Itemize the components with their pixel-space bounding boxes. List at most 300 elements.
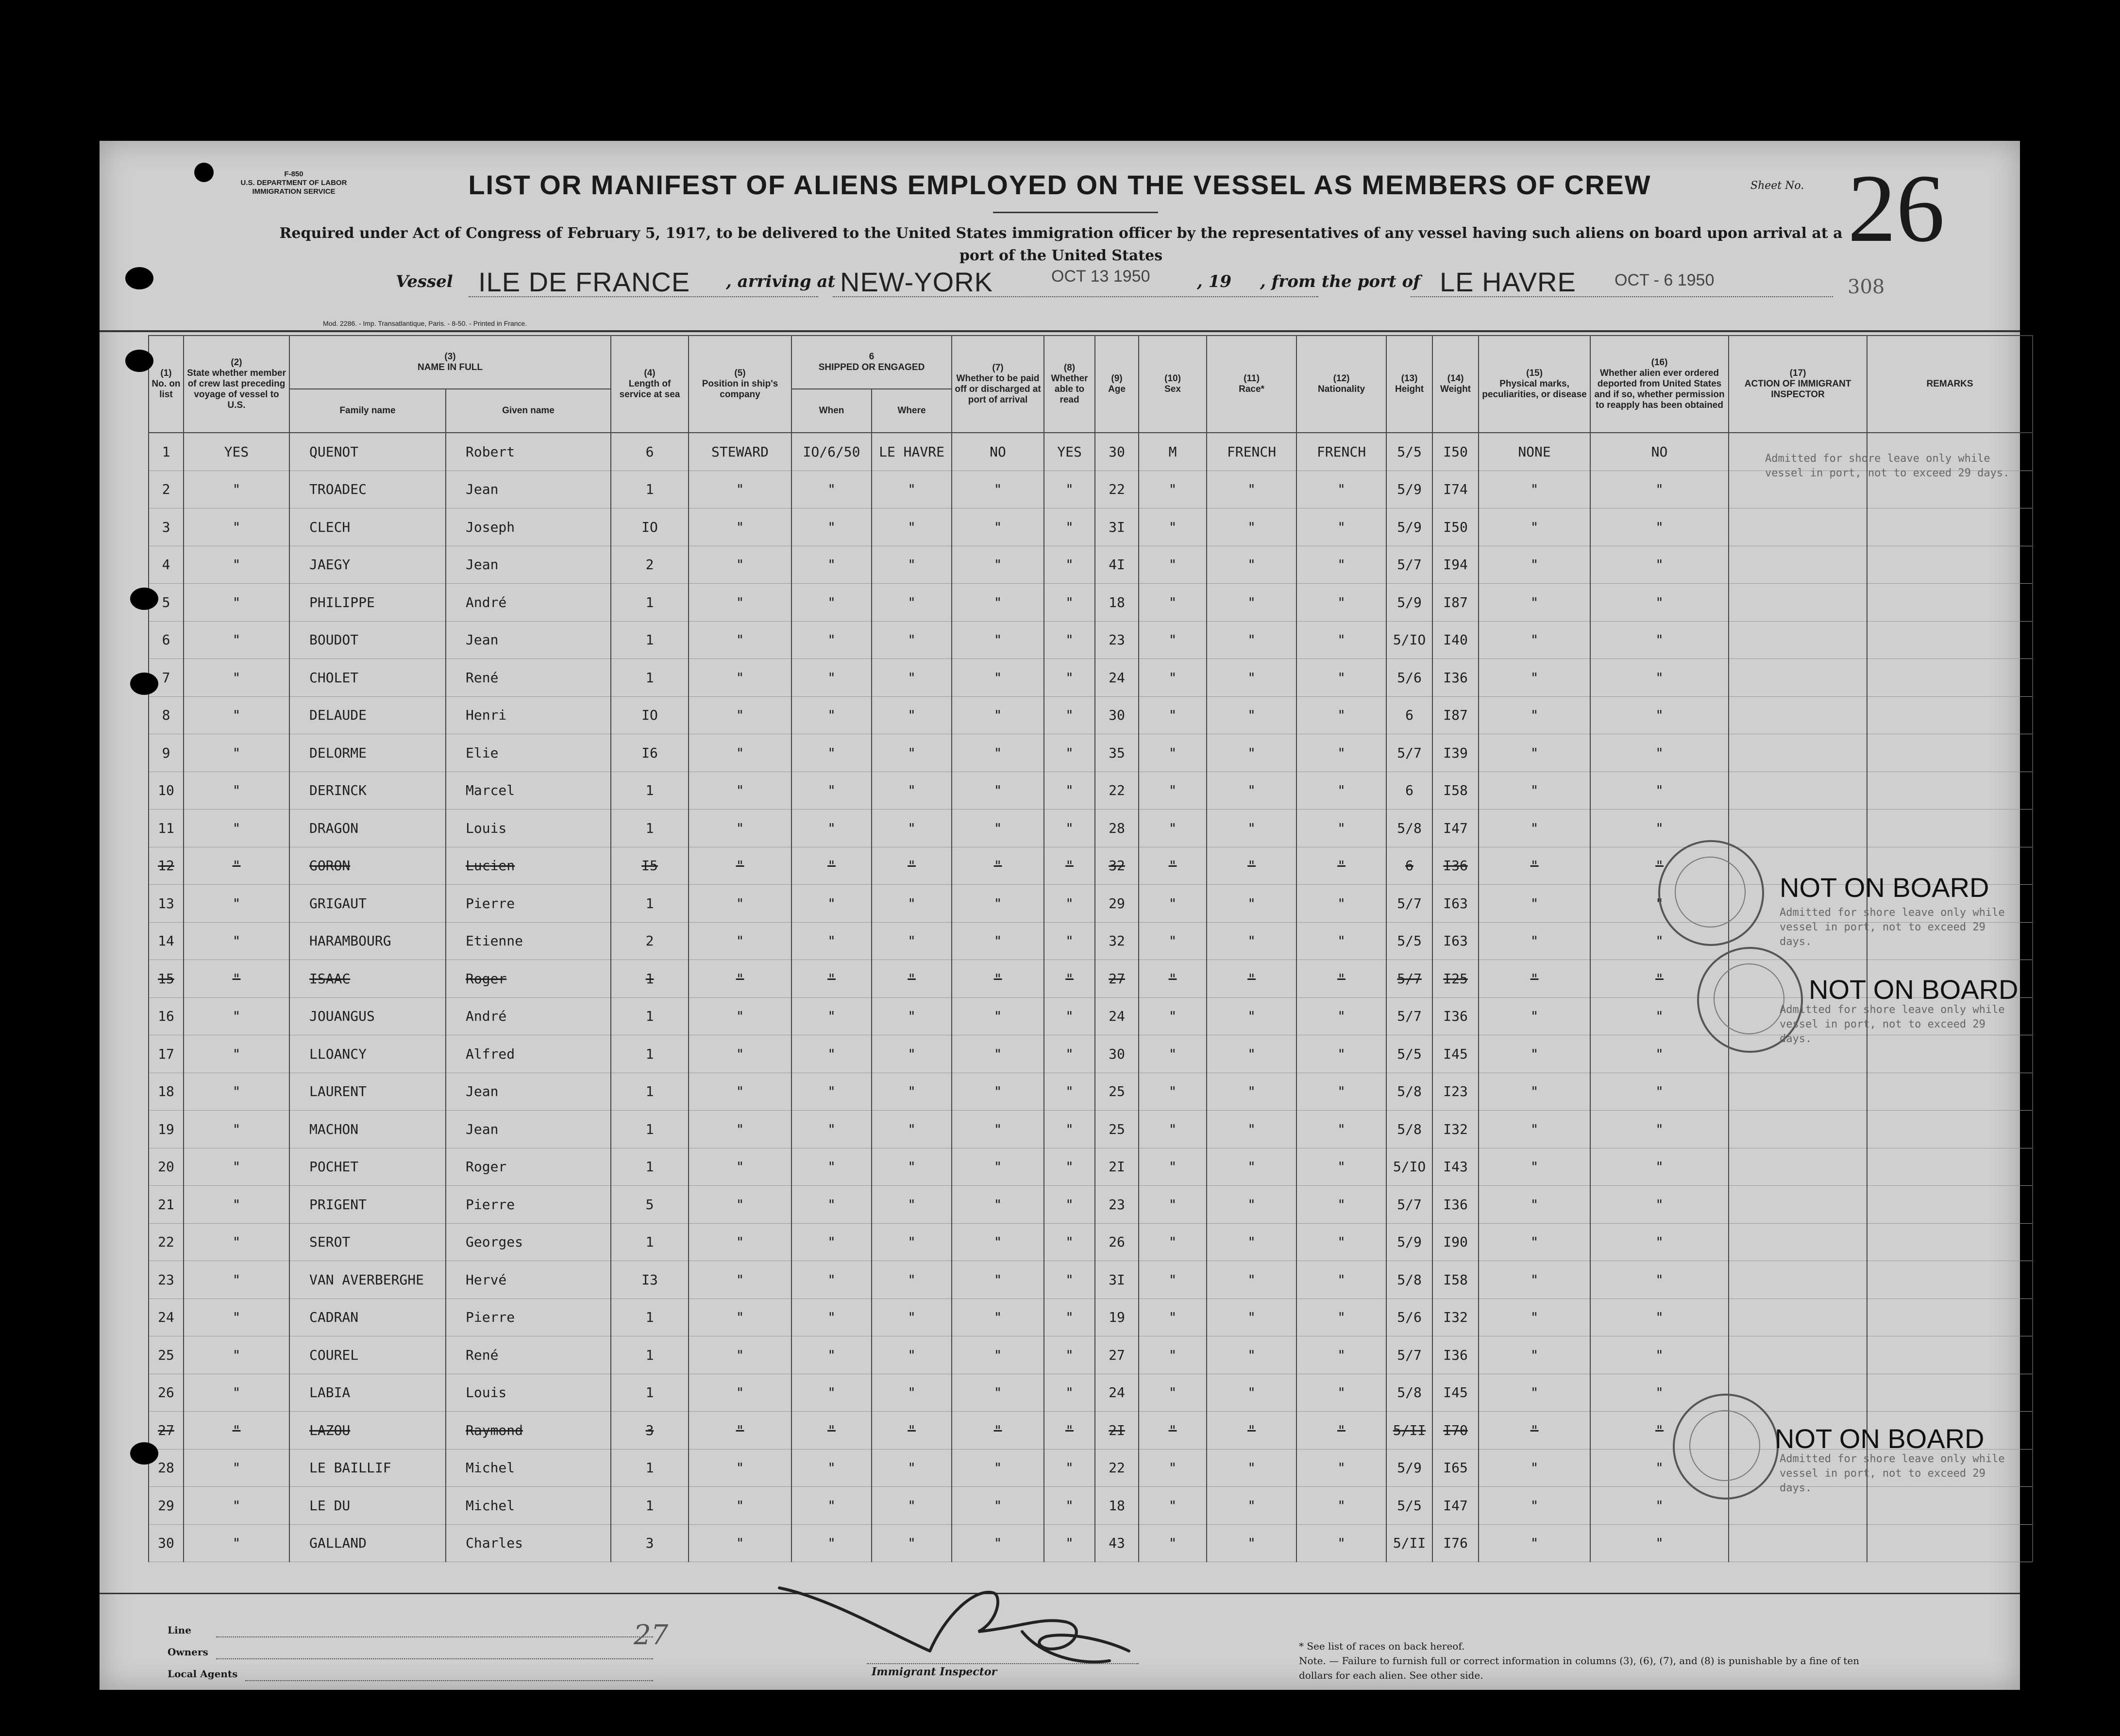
cell-given: Jean — [446, 621, 611, 659]
cell-age: 29 — [1095, 885, 1139, 923]
cell-paid: " — [952, 772, 1044, 809]
cell-sex: " — [1139, 659, 1207, 697]
cell-weight: I74 — [1432, 471, 1479, 508]
cell-deported: " — [1590, 1412, 1729, 1449]
cell-paid: " — [952, 997, 1044, 1035]
cell-sex: " — [1139, 546, 1207, 584]
cell-nationality: " — [1296, 696, 1386, 734]
year-label: , 19 — [1197, 272, 1231, 291]
cell-where: " — [872, 659, 952, 697]
cell-age: 27 — [1095, 960, 1139, 998]
cell-age: 23 — [1095, 621, 1139, 659]
cell-inspector-action — [1729, 1073, 1867, 1111]
cell-paid: " — [952, 960, 1044, 998]
cell-paid: " — [952, 1261, 1044, 1299]
cell-service: 1 — [611, 584, 689, 622]
cell-height: 5/7 — [1386, 1186, 1432, 1224]
cell-height: 5/5 — [1386, 433, 1432, 471]
col-where-header: Where — [872, 389, 952, 433]
cell-position: " — [689, 1374, 791, 1412]
cell-service: 1 — [611, 1148, 689, 1186]
departure-dotline — [1411, 296, 1833, 297]
cell-race: " — [1207, 1412, 1296, 1449]
from-port-label: , from the port of — [1260, 272, 1420, 291]
cell-nationality: " — [1296, 546, 1386, 584]
cell-marks: " — [1479, 1412, 1590, 1449]
cell-sex: " — [1139, 772, 1207, 809]
col-when-header: When — [791, 389, 872, 433]
cell-read: " — [1044, 508, 1095, 546]
cell-weight: I87 — [1432, 696, 1479, 734]
cell-sex: " — [1139, 508, 1207, 546]
fine-note — [1299, 1653, 1882, 1683]
cell-age: 30 — [1095, 1035, 1139, 1073]
cell-no: 10 — [149, 772, 184, 809]
consulate-seal — [1658, 840, 1764, 946]
cell-family: ISAAC — [289, 960, 446, 998]
cell-where: " — [872, 584, 952, 622]
cell-position: " — [689, 621, 791, 659]
cell-when: " — [791, 696, 872, 734]
cell-service: 1 — [611, 809, 689, 847]
cell-read: " — [1044, 1148, 1095, 1186]
cell-marks: " — [1479, 847, 1590, 885]
cell-no: 2 — [149, 471, 184, 508]
cell-deported: NO — [1590, 433, 1729, 471]
cell-when: " — [791, 772, 872, 809]
cell-where: " — [872, 772, 952, 809]
cell-given: Jean — [446, 471, 611, 508]
vessel-name: ILE DE FRANCE — [478, 267, 690, 297]
cell-family: POCHET — [289, 1148, 446, 1186]
cell-remarks — [1867, 1186, 2033, 1224]
col-age-header: (9) Age — [1095, 336, 1139, 433]
cell-paid: " — [952, 1336, 1044, 1374]
cell-age: 43 — [1095, 1524, 1139, 1562]
col-nationality-header: (12) Nationality — [1296, 336, 1386, 433]
cell-where: " — [872, 1073, 952, 1111]
cell-prev: " — [184, 772, 289, 809]
cell-service: 1 — [611, 659, 689, 697]
cell-prev: " — [184, 809, 289, 847]
cell-sex: " — [1139, 1111, 1207, 1148]
cell-weight: I40 — [1432, 621, 1479, 659]
cell-age: 4I — [1095, 546, 1139, 584]
cell-where: " — [872, 734, 952, 772]
cell-paid: " — [952, 1035, 1044, 1073]
cell-inspector-action — [1729, 584, 1867, 622]
cell-deported: " — [1590, 1298, 1729, 1336]
cell-given: Pierre — [446, 885, 611, 923]
cell-inspector-action — [1729, 809, 1867, 847]
cell-race: " — [1207, 1111, 1296, 1148]
cell-paid: " — [952, 1374, 1044, 1412]
cell-race: " — [1207, 659, 1296, 697]
agents-dotline — [245, 1680, 653, 1681]
cell-position: " — [689, 471, 791, 508]
cell-no: 19 — [149, 1111, 184, 1148]
cell-sex: " — [1139, 1374, 1207, 1412]
binder-hole — [130, 1442, 158, 1465]
cell-read: " — [1044, 1524, 1095, 1562]
cell-nationality: " — [1296, 960, 1386, 998]
cell-paid: " — [952, 1487, 1044, 1525]
cell-service: 1 — [611, 772, 689, 809]
shore-leave-stamp: Admitted for shore leave only while vessel in port, not to exceed 29 days. — [1780, 1453, 2005, 1494]
cell-position: STEWARD — [689, 433, 791, 471]
cell-sex: " — [1139, 1412, 1207, 1449]
cell-remarks — [1867, 734, 2033, 772]
cell-deported: " — [1590, 1111, 1729, 1148]
col-service-header: (4) Length of service at sea — [611, 336, 689, 433]
cell-where: " — [872, 960, 952, 998]
cell-service: 1 — [611, 1298, 689, 1336]
form-number: F-850 — [284, 170, 303, 178]
col-race-header: (11) Race* — [1207, 336, 1296, 433]
cell-position: " — [689, 809, 791, 847]
col-weight-header: (14) Weight — [1432, 336, 1479, 433]
cell-race: " — [1207, 885, 1296, 923]
cell-prev: " — [184, 885, 289, 923]
table-row — [149, 1336, 2033, 1374]
cell-family: CHOLET — [289, 659, 446, 697]
service-name: IMMIGRATION SERVICE — [252, 187, 336, 196]
cell-age: 23 — [1095, 1186, 1139, 1224]
not-on-board-stamp: NOT ON BOARD — [1809, 974, 2019, 1005]
cell-no: 17 — [149, 1035, 184, 1073]
cell-nationality: " — [1296, 1487, 1386, 1525]
cell-height: 5/7 — [1386, 546, 1432, 584]
cell-where: " — [872, 1336, 952, 1374]
cell-position: " — [689, 546, 791, 584]
cell-service: 1 — [611, 1111, 689, 1148]
cell-paid: " — [952, 471, 1044, 508]
cell-when: " — [791, 1111, 872, 1148]
cell-race: " — [1207, 734, 1296, 772]
cell-sex: " — [1139, 734, 1207, 772]
cell-age: 32 — [1095, 922, 1139, 960]
cell-marks: " — [1479, 734, 1590, 772]
consulate-seal — [1673, 1394, 1779, 1500]
cell-height: 5/8 — [1386, 1073, 1432, 1111]
col-deported-header: (16) Whether alien ever ordered deported from United States and if so, whether permission to reapply has been obtained — [1590, 336, 1729, 433]
cell-family: CADRAN — [289, 1298, 446, 1336]
cell-given: Etienne — [446, 922, 611, 960]
cell-nationality: " — [1296, 1374, 1386, 1412]
cell-weight: I25 — [1432, 960, 1479, 998]
cell-weight: I36 — [1432, 1186, 1479, 1224]
cell-position: " — [689, 1449, 791, 1487]
cell-sex: " — [1139, 1487, 1207, 1525]
cell-prev: " — [184, 1073, 289, 1111]
cell-prev: " — [184, 1148, 289, 1186]
cell-inspector-action — [1729, 508, 1867, 546]
cell-service: I6 — [611, 734, 689, 772]
cell-race: " — [1207, 1035, 1296, 1073]
departure-port: LE HAVRE — [1440, 267, 1576, 297]
cell-given: Jean — [446, 546, 611, 584]
cell-age: 22 — [1095, 772, 1139, 809]
cell-age: 18 — [1095, 584, 1139, 622]
cell-position: " — [689, 1035, 791, 1073]
cell-family: DRAGON — [289, 809, 446, 847]
cell-no: 9 — [149, 734, 184, 772]
vessel-dotline — [469, 296, 818, 297]
cell-service: 3 — [611, 1524, 689, 1562]
cell-when: " — [791, 1298, 872, 1336]
table-row — [149, 772, 2033, 809]
col-read-header: (8) Whether able to read — [1044, 336, 1095, 433]
cell-deported: " — [1590, 1487, 1729, 1525]
table-row — [149, 696, 2033, 734]
cell-paid: NO — [952, 433, 1044, 471]
cell-remarks — [1867, 1374, 2033, 1412]
cell-inspector-action — [1729, 546, 1867, 584]
cell-age: 2I — [1095, 1412, 1139, 1449]
cell-height: 5/6 — [1386, 659, 1432, 697]
cell-position: " — [689, 1298, 791, 1336]
cell-height: 5/7 — [1386, 960, 1432, 998]
cell-no: 23 — [149, 1261, 184, 1299]
cell-no: 11 — [149, 809, 184, 847]
cell-no: 28 — [149, 1449, 184, 1487]
cell-remarks — [1867, 1336, 2033, 1374]
col-remarks-header: REMARKS — [1867, 336, 2033, 433]
cell-paid: " — [952, 1412, 1044, 1449]
cell-remarks — [1867, 1524, 2033, 1562]
cell-deported: " — [1590, 1261, 1729, 1299]
table-row — [149, 1223, 2033, 1261]
cell-nationality: " — [1296, 772, 1386, 809]
cell-service: 1 — [611, 1449, 689, 1487]
cell-marks: " — [1479, 1449, 1590, 1487]
cell-marks: " — [1479, 1374, 1590, 1412]
cell-weight: I87 — [1432, 584, 1479, 622]
cell-height: 5/8 — [1386, 809, 1432, 847]
cell-given: René — [446, 659, 611, 697]
cell-sex: " — [1139, 471, 1207, 508]
departure-date: OCT - 6 1950 — [1615, 271, 1715, 289]
cell-deported: " — [1590, 1186, 1729, 1224]
cell-position: " — [689, 1487, 791, 1525]
binder-hole — [125, 350, 153, 372]
cell-no: 30 — [149, 1524, 184, 1562]
title-underline — [993, 212, 1158, 213]
cell-paid: " — [952, 1449, 1044, 1487]
cell-nationality: " — [1296, 508, 1386, 546]
cell-family: TROADEC — [289, 471, 446, 508]
cell-weight: I32 — [1432, 1298, 1479, 1336]
cell-paid: " — [952, 1524, 1044, 1562]
sheet-sub-number: 308 — [1848, 276, 1885, 298]
cell-paid: " — [952, 734, 1044, 772]
cell-family: DERINCK — [289, 772, 446, 809]
cell-sex: " — [1139, 885, 1207, 923]
cell-marks: " — [1479, 546, 1590, 584]
cell-read: " — [1044, 772, 1095, 809]
cell-nationality: " — [1296, 621, 1386, 659]
cell-race: " — [1207, 1487, 1296, 1525]
col-paid-off-header: (7) Whether to be paid off or discharged at port of arrival — [952, 336, 1044, 433]
cell-inspector-action — [1729, 772, 1867, 809]
col-family-name-header: Family name — [289, 389, 446, 433]
cell-deported: " — [1590, 734, 1729, 772]
cell-where: " — [872, 1374, 952, 1412]
cell-remarks — [1867, 1073, 2033, 1111]
cell-prev: " — [184, 734, 289, 772]
cell-sex: " — [1139, 584, 1207, 622]
cell-inspector-action — [1729, 621, 1867, 659]
cell-marks: " — [1479, 1298, 1590, 1336]
cell-service: 3 — [611, 1412, 689, 1449]
cell-marks: " — [1479, 997, 1590, 1035]
cell-position: " — [689, 1524, 791, 1562]
cell-nationality: " — [1296, 1449, 1386, 1487]
cell-height: 6 — [1386, 696, 1432, 734]
cell-paid: " — [952, 659, 1044, 697]
cell-marks: " — [1479, 659, 1590, 697]
cell-family: PHILIPPE — [289, 584, 446, 622]
local-agents-label: Local Agents — [168, 1668, 238, 1680]
cell-sex: M — [1139, 433, 1207, 471]
cell-weight: I47 — [1432, 809, 1479, 847]
cell-given: Roger — [446, 1148, 611, 1186]
cell-given: Charles — [446, 1524, 611, 1562]
cell-marks: " — [1479, 696, 1590, 734]
cell-weight: I32 — [1432, 1111, 1479, 1148]
cell-inspector-action — [1729, 696, 1867, 734]
cell-given: Henri — [446, 696, 611, 734]
col-shipped-header: 6 SHIPPED OR ENGAGED — [791, 336, 952, 389]
cell-height: 5/9 — [1386, 471, 1432, 508]
cell-no: 26 — [149, 1374, 184, 1412]
cell-prev: " — [184, 922, 289, 960]
cell-position: " — [689, 1111, 791, 1148]
cell-inspector-action — [1729, 1186, 1867, 1224]
cell-read: " — [1044, 1412, 1095, 1449]
cell-race: " — [1207, 772, 1296, 809]
cell-height: 5/9 — [1386, 1223, 1432, 1261]
cell-given: Robert — [446, 433, 611, 471]
cell-remarks — [1867, 546, 2033, 584]
cell-race: " — [1207, 1374, 1296, 1412]
cell-race: " — [1207, 696, 1296, 734]
cell-nationality: " — [1296, 1186, 1386, 1224]
cell-read: " — [1044, 471, 1095, 508]
cell-when: " — [791, 1336, 872, 1374]
col-inspector-action-header: (17) ACTION OF IMMIGRANT INSPECTOR — [1729, 336, 1867, 433]
cell-race: " — [1207, 997, 1296, 1035]
cell-prev: " — [184, 1298, 289, 1336]
cell-inspector-action — [1729, 1111, 1867, 1148]
cell-family: PRIGENT — [289, 1186, 446, 1224]
cell-position: " — [689, 1412, 791, 1449]
cell-position: " — [689, 584, 791, 622]
manifest-sheet — [100, 141, 2020, 1690]
cell-marks: " — [1479, 1223, 1590, 1261]
not-on-board-stamp: NOT ON BOARD — [1775, 1423, 1985, 1454]
cell-family: LAURENT — [289, 1073, 446, 1111]
cell-age: 28 — [1095, 809, 1139, 847]
cell-weight: I36 — [1432, 1336, 1479, 1374]
document-title: LIST OR MANIFEST OF ALIENS EMPLOYED ON THE VESSEL AS MEMBERS OF CREW — [468, 169, 1651, 200]
cell-service: 1 — [611, 1035, 689, 1073]
cell-position: " — [689, 1073, 791, 1111]
table-row — [149, 584, 2033, 622]
cell-height: 6 — [1386, 772, 1432, 809]
cell-prev: " — [184, 546, 289, 584]
cell-position: " — [689, 508, 791, 546]
cell-inspector-action — [1729, 1298, 1867, 1336]
cell-when: " — [791, 584, 872, 622]
cell-inspector-action — [1729, 1524, 1867, 1562]
cell-when: " — [791, 1487, 872, 1525]
cell-sex: " — [1139, 1336, 1207, 1374]
cell-read: " — [1044, 1186, 1095, 1224]
table-row — [149, 1298, 2033, 1336]
cell-deported: " — [1590, 508, 1729, 546]
cell-paid: " — [952, 809, 1044, 847]
cell-when: " — [791, 997, 872, 1035]
cell-family: VAN AVERBERGHE — [289, 1261, 446, 1299]
cell-read: " — [1044, 1449, 1095, 1487]
cell-given: Alfred — [446, 1035, 611, 1073]
cell-family: JAEGY — [289, 546, 446, 584]
cell-service: 1 — [611, 1374, 689, 1412]
cell-marks: " — [1479, 1524, 1590, 1562]
cell-race: " — [1207, 471, 1296, 508]
cell-sex: " — [1139, 1073, 1207, 1111]
cell-marks: " — [1479, 621, 1590, 659]
cell-given: Elie — [446, 734, 611, 772]
cell-given: Pierre — [446, 1186, 611, 1224]
cell-sex: " — [1139, 1035, 1207, 1073]
cell-height: 5/9 — [1386, 1449, 1432, 1487]
cell-family: HARAMBOURG — [289, 922, 446, 960]
cell-weight: I58 — [1432, 1261, 1479, 1299]
cell-weight: I65 — [1432, 1449, 1479, 1487]
cell-paid: " — [952, 1111, 1044, 1148]
cell-remarks — [1867, 584, 2033, 622]
cell-service: I5 — [611, 847, 689, 885]
cell-when: " — [791, 621, 872, 659]
cell-no: 4 — [149, 546, 184, 584]
cell-where: " — [872, 1186, 952, 1224]
cell-remarks — [1867, 659, 2033, 697]
cell-read: " — [1044, 1223, 1095, 1261]
cell-no: 12 — [149, 847, 184, 885]
cell-service: 1 — [611, 885, 689, 923]
cell-no: 7 — [149, 659, 184, 697]
cell-when: " — [791, 1186, 872, 1224]
cell-when: " — [791, 1374, 872, 1412]
cell-read: " — [1044, 1487, 1095, 1525]
cell-nationality: " — [1296, 885, 1386, 923]
cell-height: 5/IO — [1386, 621, 1432, 659]
cell-family: LAZOU — [289, 1412, 446, 1449]
cell-height: 5/8 — [1386, 1374, 1432, 1412]
cell-read: " — [1044, 922, 1095, 960]
cell-height: 5/II — [1386, 1412, 1432, 1449]
cell-service: 1 — [611, 960, 689, 998]
cell-where: " — [872, 1449, 952, 1487]
cell-prev: " — [184, 659, 289, 697]
cell-family: DELAUDE — [289, 696, 446, 734]
cell-position: " — [689, 922, 791, 960]
cell-position: " — [689, 997, 791, 1035]
cell-age: 24 — [1095, 997, 1139, 1035]
cell-paid: " — [952, 1223, 1044, 1261]
